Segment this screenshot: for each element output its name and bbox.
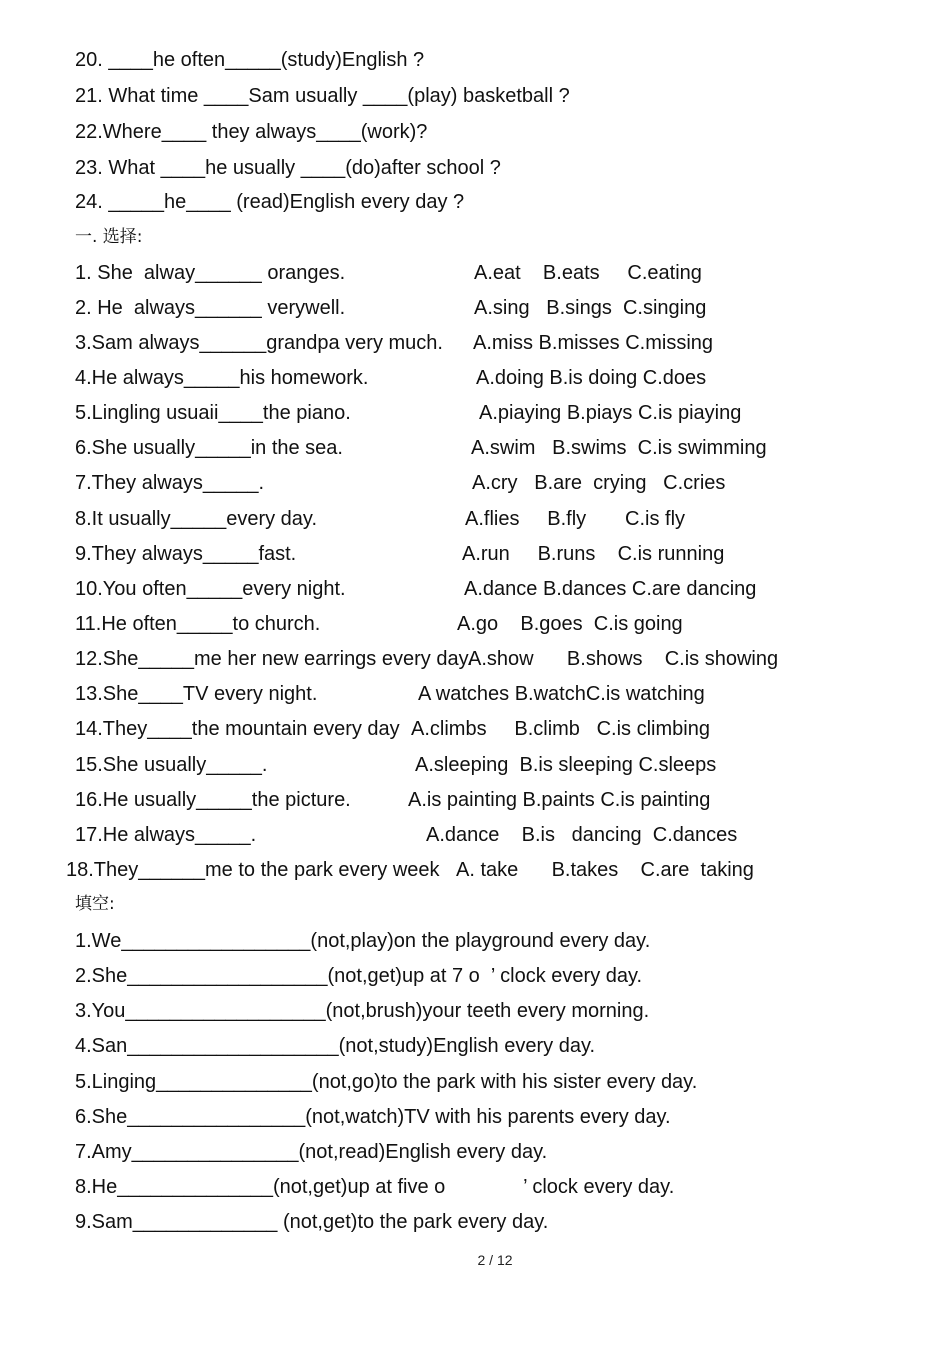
choice-question-stem: 17.He always_____.	[75, 824, 257, 846]
choice-question-stem: 10.You often_____every night.	[75, 578, 346, 600]
choice-question-stem: 8.It usually_____every day.	[75, 508, 318, 530]
choice-question-options: A.swim B.swims C.is swimming	[471, 437, 767, 459]
choice-question-options: A.run B.runs C.is running	[462, 543, 725, 565]
choice-question-options: A.doing B.is doing C.does	[476, 367, 707, 389]
choice-question-stem: 5.Lingling usuaii____the piano.	[75, 402, 351, 424]
choice-question-options: A.eat B.eats C.eating	[474, 262, 702, 284]
choice-question-options: A.climbs B.climb C.is climbing	[411, 718, 710, 740]
fill-question: 7.Amy_______________(not,read)English every day.	[75, 1141, 548, 1163]
page-number: 2 / 12	[477, 1252, 513, 1268]
choice-question-options: A. take B.takes C.are taking	[456, 859, 754, 881]
choice-question-stem: 11.He often_____to church.	[75, 613, 321, 635]
question-24: 24. _____he____ (read)English every day ?	[75, 191, 465, 213]
choice-question-stem: 15.She usually_____.	[75, 754, 268, 776]
choice-question-options: A.dance B.is dancing C.dances	[426, 824, 738, 846]
choice-question-stem: 13.She____TV every night.	[75, 683, 318, 705]
fill-question: 1.We_________________(not,play)on the playground every day.	[75, 930, 651, 952]
choice-question-options: A.flies B.fly C.is fly	[465, 508, 686, 530]
choice-question-options: A.sleeping B.is sleeping C.sleeps	[415, 754, 717, 776]
question-23: 23. What ____he usually ____(do)after school ?	[75, 157, 501, 179]
choice-question-options: A.sing B.sings C.singing	[474, 297, 707, 319]
choice-question-stem: 4.He always_____his homework.	[75, 367, 369, 389]
choice-question-options: A.show B.shows C.is showing	[468, 648, 779, 670]
question-21: 21. What time ____Sam usually ____(play) basketball ?	[75, 85, 570, 107]
section-choice-heading: 一. 选择:	[75, 227, 143, 247]
fill-question: 9.Sam_____________ (not,get)to the park every day.	[75, 1211, 549, 1233]
choice-question-stem: 12.She_____me her new earrings every day.	[75, 648, 473, 670]
choice-question-options: A.is painting B.paints C.is painting	[408, 789, 711, 811]
question-20: 20. ____he often_____(study)English ?	[75, 49, 425, 71]
fill-question: 2.She__________________(not,get)up at 7 o ’ clock every day.	[75, 965, 643, 987]
choice-question-options: A.miss B.misses C.missing	[473, 332, 714, 354]
choice-question-stem: 9.They always_____fast.	[75, 543, 297, 565]
fill-question: 4.San___________________(not,study)English every day.	[75, 1035, 596, 1057]
choice-question-stem: 14.They____the mountain every day	[75, 718, 400, 740]
choice-question-options: A.go B.goes C.is going	[457, 613, 683, 635]
question-22: 22.Where____ they always____(work)?	[75, 121, 428, 143]
choice-question-options: A.piaying B.piays C.is piaying	[479, 402, 742, 424]
fill-question: 6.She________________(not,watch)TV with his parents every day.	[75, 1106, 671, 1128]
choice-question-stem: 16.He usually_____the picture.	[75, 789, 351, 811]
choice-question-stem: 18.They______me to the park every week	[66, 859, 440, 881]
fill-question: 3.You__________________(not,brush)your teeth every morning.	[75, 1000, 650, 1022]
section-fill-heading: 填空:	[75, 894, 115, 914]
choice-question-stem: 7.They always_____.	[75, 472, 265, 494]
fill-question: 5.Linging______________(not,go)to the park with his sister every day.	[75, 1071, 698, 1093]
choice-question-options: A.cry B.are crying C.cries	[472, 472, 726, 494]
choice-question-stem: 1. She alway______ oranges.	[75, 262, 346, 284]
fill-question: 8.He______________(not,get)up at five o ’ clock every day.	[75, 1176, 675, 1198]
choice-question-options: A watches B.watchC.is watching	[418, 683, 705, 705]
choice-question-stem: 3.Sam always______grandpa very much.	[75, 332, 443, 354]
choice-question-stem: 2. He always______ verywell.	[75, 297, 346, 319]
choice-question-options: A.dance B.dances C.are dancing	[464, 578, 757, 600]
choice-question-stem: 6.She usually_____in the sea.	[75, 437, 343, 459]
